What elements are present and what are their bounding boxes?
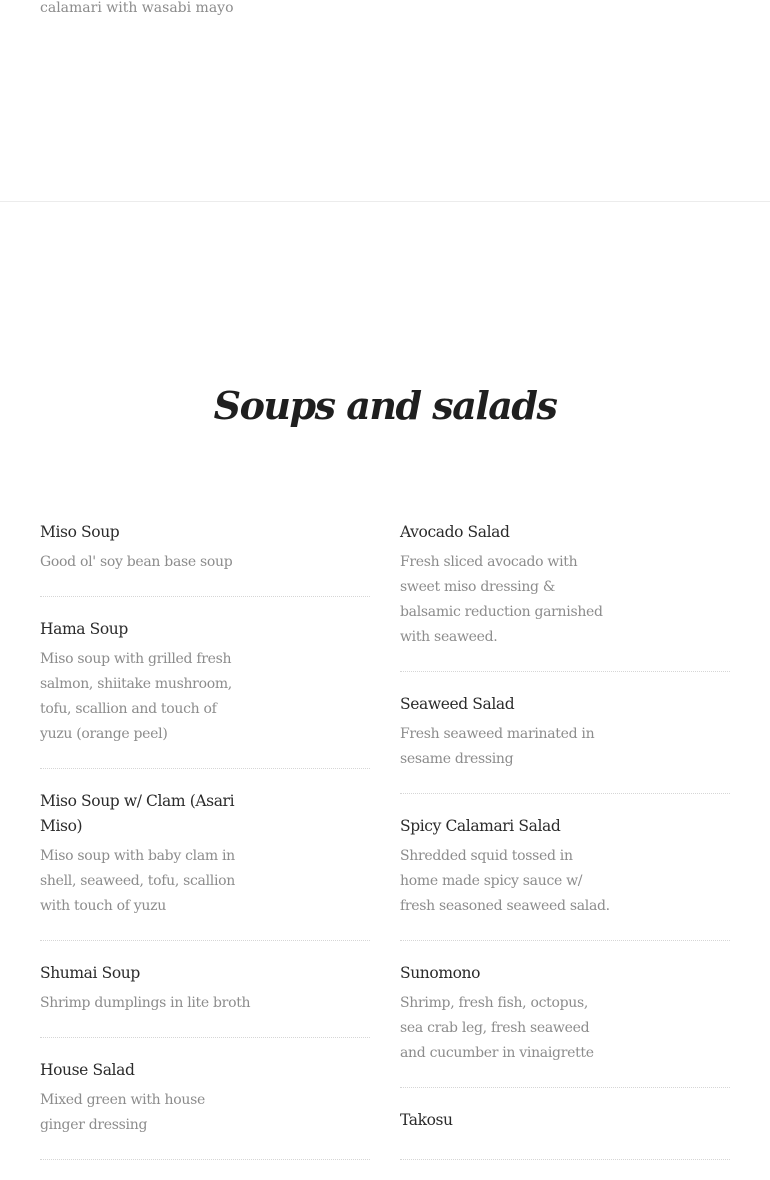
menu-column-left: [40, 520, 370, 1180]
menu-item-name: Avocado Salad: [400, 523, 510, 541]
menu-item-name: Takosu: [400, 1111, 453, 1129]
menu-item-name: Seaweed Salad: [400, 695, 515, 713]
menu-item-description: Shredded squid tossed in home made spicy sauce w/ fresh seasoned seaweed salad.: [400, 848, 610, 914]
menu-item-name: Miso Soup w/ Clam (Asari Miso): [40, 792, 235, 835]
menu-item-description: Miso soup with baby clam in shell, seaweed, tofu, scallion with touch of yuzu: [40, 848, 235, 914]
menu-column-right: [400, 520, 730, 1180]
menu-item-name: House Salad: [40, 1061, 135, 1079]
menu-item-description: Miso soup with grilled fresh salmon, shiitake mushroom, tofu, scallion and touch of yuzu (orange peel): [40, 651, 232, 742]
menu-item: [40, 617, 370, 769]
menu-item: [40, 1058, 370, 1160]
menu-item-description: Fresh sliced avocado with sweet miso dressing & balsamic reduction garnished with seaweed.: [400, 554, 603, 645]
menu-item-name: Hama Soup: [40, 620, 128, 638]
section-title: Soups and salads: [213, 383, 557, 428]
menu-item-name: Miso Soup: [40, 523, 120, 541]
menu-item: [400, 961, 730, 1088]
menu-item-description: Mixed green with house ginger dressing: [40, 1092, 205, 1133]
menu-item: [400, 814, 730, 941]
previous-item-description: calamari with wasabi mayo: [40, 0, 234, 16]
menu-item-name: Sunomono: [400, 964, 481, 982]
menu-item: [400, 520, 730, 672]
menu-item-name: Shumai Soup: [40, 964, 140, 982]
menu-item: [40, 961, 370, 1038]
menu-item: [400, 692, 730, 794]
menu-item: [40, 789, 370, 941]
menu-item-description: Good ol' soy bean base soup: [40, 554, 233, 570]
menu-item-description: Shrimp, fresh fish, octopus, sea crab leg, fresh seaweed and cucumber in vinaigrette: [400, 995, 594, 1061]
section-divider: [0, 201, 770, 202]
menu-item-name: Spicy Calamari Salad: [400, 817, 561, 835]
menu-item-description: Fresh seaweed marinated in sesame dressing: [400, 726, 595, 767]
menu-item-description: Shrimp dumplings in lite broth: [40, 995, 251, 1011]
menu-item: [40, 520, 370, 597]
menu-item: [400, 1108, 730, 1160]
